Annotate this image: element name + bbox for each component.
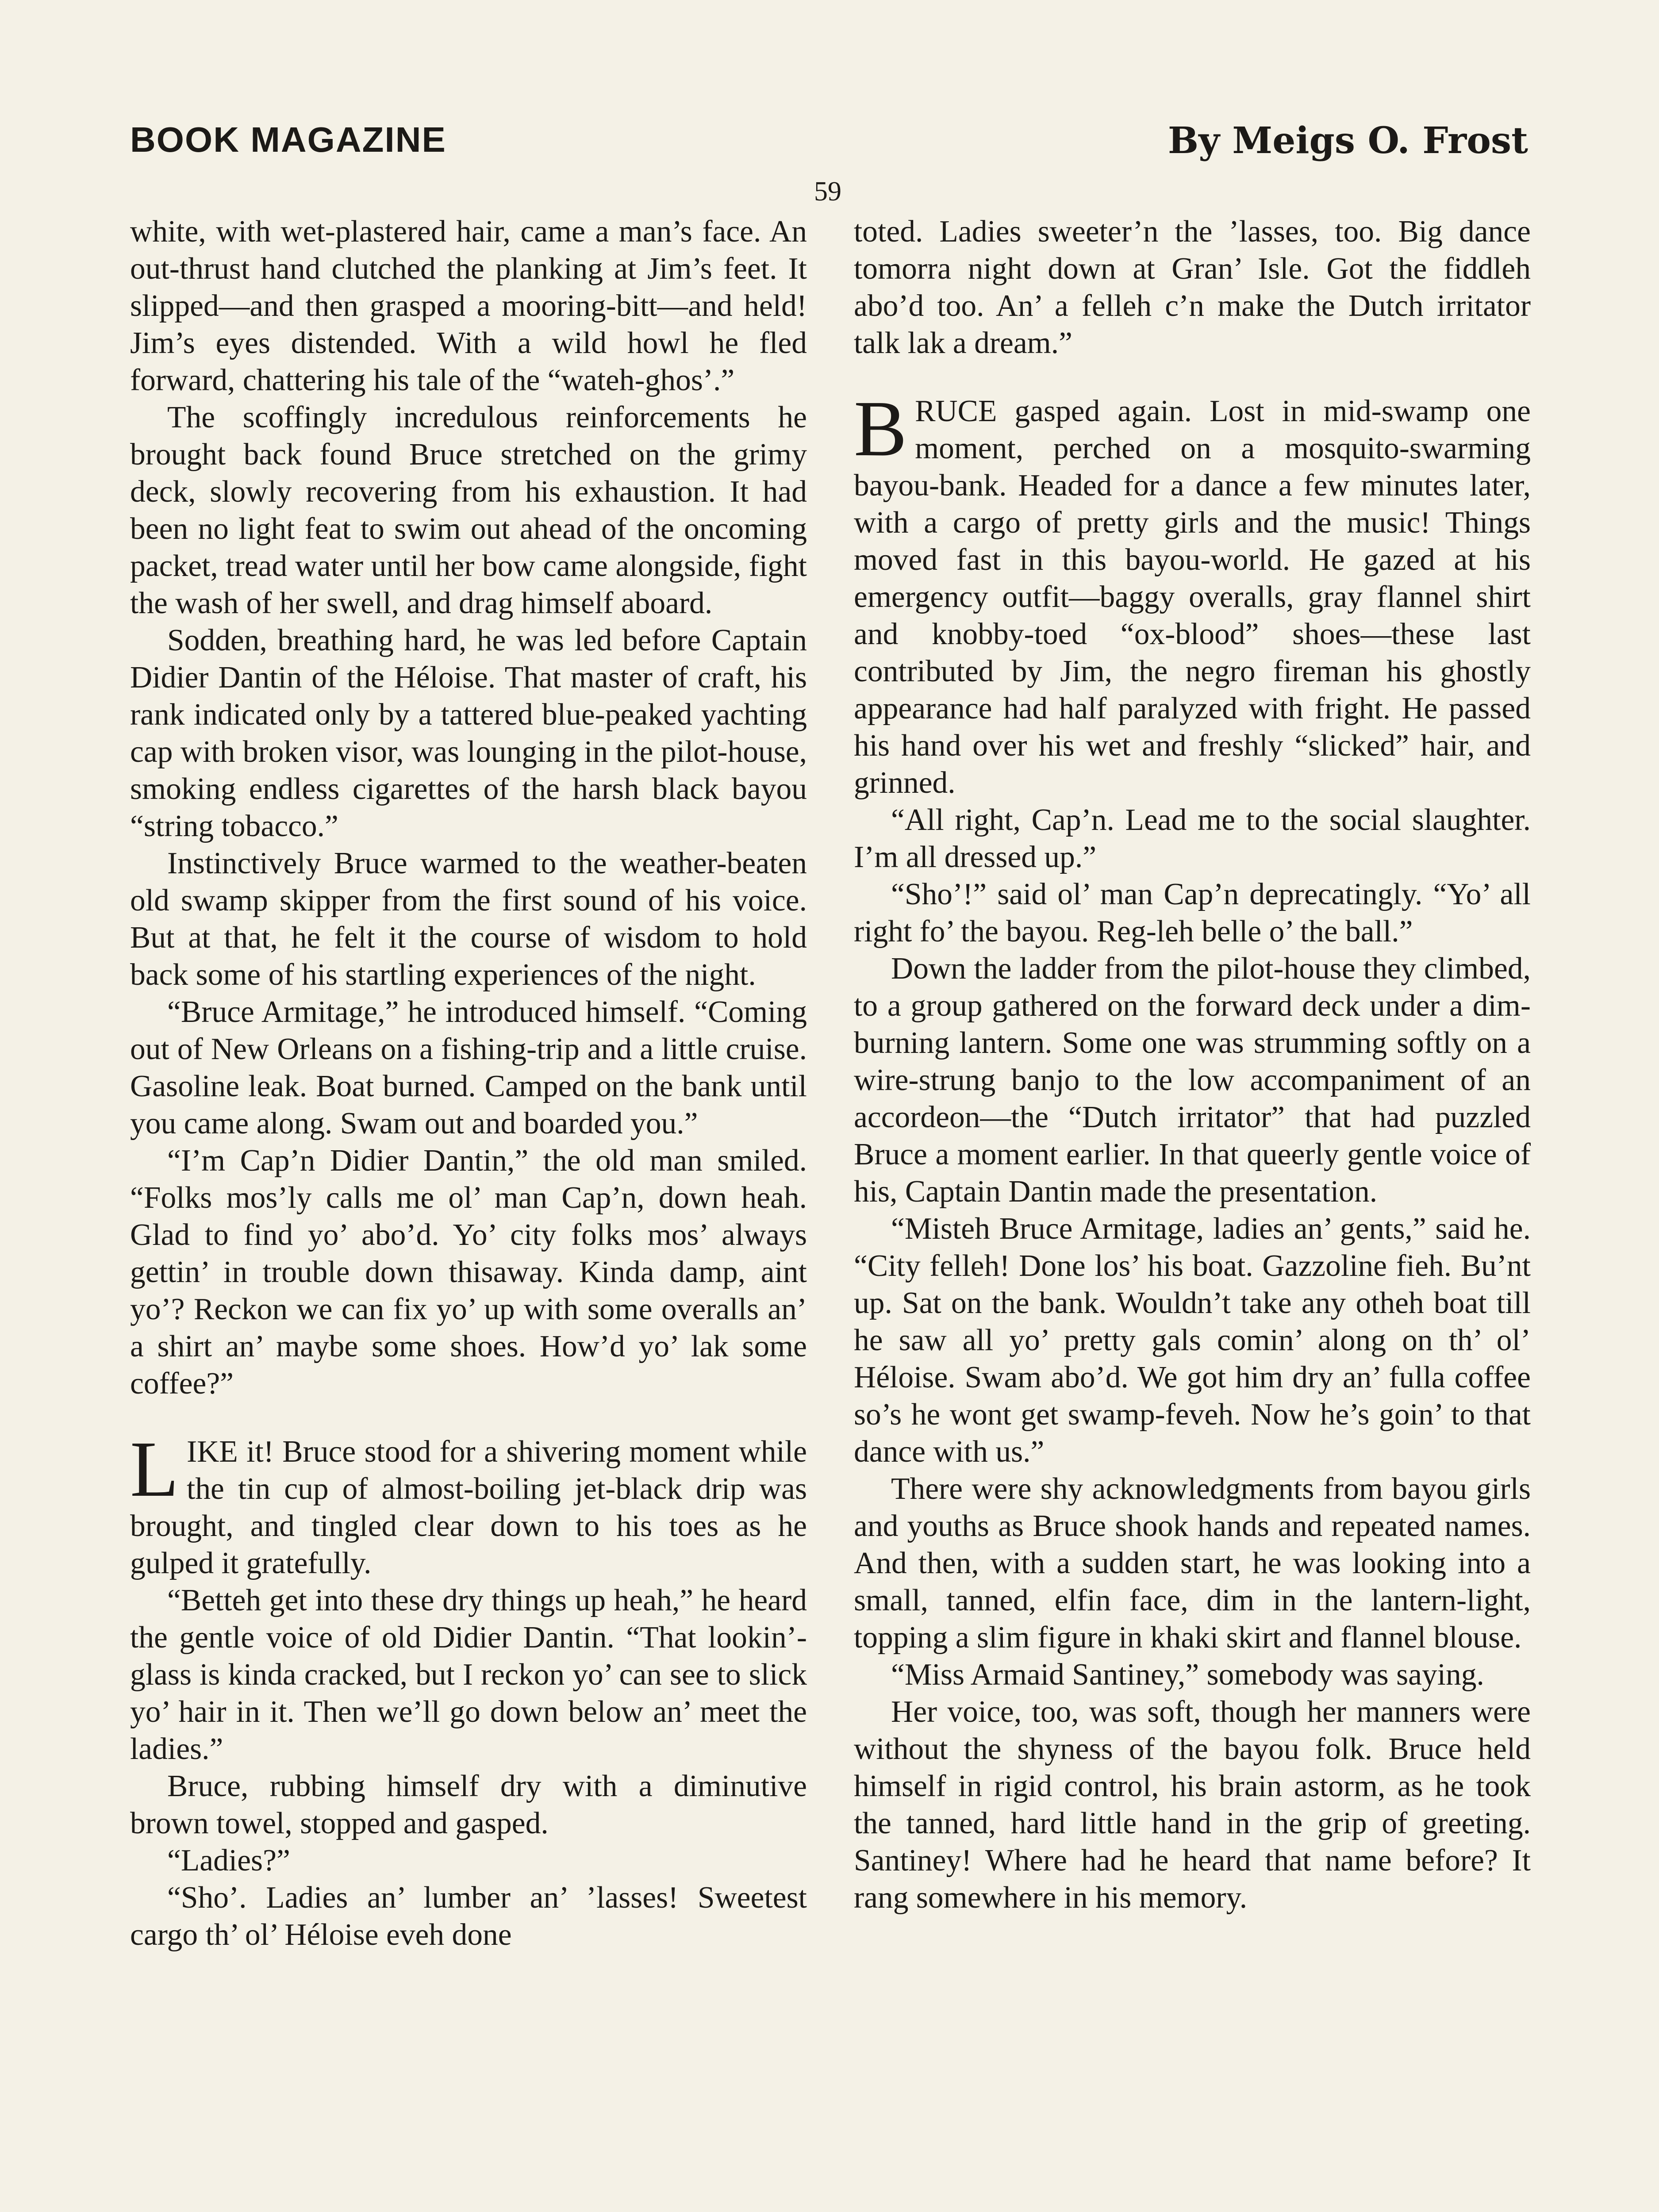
paragraph: “Sho’!” said ol’ man Cap’n deprecatingly. “Yo’ all right fo’ the bayou. Reg-leh belle o’ the ball.”	[854, 877, 1531, 949]
paragraph: Sodden, breathing hard, he was led before Captain Didier Dantin of the Héloise. That master of craft, his rank indicated only by a tattered blue-peaked yachting cap with broken visor, was lounging in the pilot-house, smoking endless cigarettes of the harsh black bayou “string tobacco.”	[130, 623, 807, 843]
section-opening-paragraph	[130, 1425, 807, 1582]
magazine-title: BOOK MAGAZINE	[130, 120, 446, 159]
paragraph: The scoffingly incredulous reinforcements he brought back found Bruce stretched on the grimy deck, slowly recovering from his exhaustion. It had been no light feat to swim out ahead of the oncoming packet, tread water until her bow came alongside, fight the wash of her swell, and drag himself aboard.	[130, 400, 807, 620]
paragraph-text: IKE it! Bruce stood for a shivering moment while the tin cup of almost-boiling jet-black drip was brought, and tingled clear down to his toes as he gulped it gratefully.	[130, 1435, 807, 1580]
author-byline: By Meigs O. Frost	[1167, 119, 1528, 162]
running-header	[130, 119, 1528, 173]
paragraph: toted. Ladies sweeter’n the ’lasses, too. Big dance tomorra night down at Gran’ Isle. Got the fiddleh abo’d too. An’ a felleh c’n make the Dutch irritator talk lak a dream.”	[854, 215, 1531, 360]
paragraph-text: RUCE gasped again. Lost in mid-swamp one moment, perched on a mosquito-swarming bayou-bank. Headed for a dance a few minutes later, with a cargo of pretty girls and the music! Things moved fast in this bayou-world. He gazed at his emergency outfit—baggy overalls, gray flannel shirt and knobby-toed “ox-blood” shoes—these last contributed by Jim, the negro fireman his ghostly appearance had half paralyzed with fright. He passed his hand over his wet and freshly “slicked” hair, and grinned.	[854, 394, 1531, 800]
section-opening-paragraph	[854, 384, 1531, 802]
paragraph: Down the ladder from the pilot-house they climbed, to a group gathered on the forward deck under a dim-burning lantern. Some one was strumming softly on a wire-strung banjo to the low accompaniment of an accordeon—the “Dutch irritator” that had puzzled Bruce a moment earlier. In that queerly gentle voice of his, Captain Dantin made the presentation.	[854, 952, 1531, 1209]
paragraph: “Bruce Armitage,” he introduced himself. “Coming out of New Orleans on a fishing-trip and a little cruise. Gasoline leak. Boat burned. Camped on the bank until you came along. Swam out and boarded you.”	[130, 995, 807, 1141]
page-number: 59	[814, 177, 841, 207]
paragraph: “Miss Armaid Santiney,” somebody was saying.	[891, 1658, 1484, 1692]
text-column-left	[130, 213, 807, 1954]
paragraph: “All right, Cap’n. Lead me to the social slaughter. I’m all dressed up.”	[854, 803, 1531, 874]
paragraph: “Sho’. Ladies an’ lumber an’ ’lasses! Sweetest cargo th’ ol’ Héloise eveh done	[130, 1881, 807, 1952]
paragraph: Instinctively Bruce warmed to the weather-beaten old swamp skipper from the first sound of his voice. But at that, he felt it the course of wisdom to hold back some of his startling experiences of the night.	[130, 846, 807, 992]
paragraph: Bruce, rubbing himself dry with a diminutive brown towel, stopped and gasped.	[130, 1769, 807, 1840]
paragraph: “Misteh Bruce Armitage, ladies an’ gents,” said he. “City felleh! Done los’ his boat. Gazzoline fieh. Bu’nt up. Sat on the bank. Wouldn’t take any otheh boat till he saw all yo’ pretty gals comin’ along on th’ ol’ Héloise. Swam abo’d. We got him dry an’ fulla coffee so’s he wont get swamp-feveh. Now he’s goin’ to that dance with us.”	[854, 1212, 1531, 1469]
paragraph: “Betteh get into these dry things up heah,” he heard the gentle voice of old Didier Dantin. “That lookin’-glass is kinda cracked, but I reckon yo’ can see to slick yo’ hair in it. Then we’ll go down below an’ meet the ladies.”	[130, 1583, 807, 1766]
drop-cap: B	[854, 384, 907, 472]
paragraph: Her voice, too, was soft, though her manners were without the shyness of the bayou folk. Bruce held himself in rigid control, his brain astorm, as he took the tanned, hard little hand in the grip of greeting. Santiney! Where had he heard that name before? It rang somewhere in his memory.	[854, 1695, 1531, 1915]
drop-cap: L	[130, 1425, 179, 1513]
text-column-right	[854, 213, 1531, 1916]
paragraph: “Ladies?”	[167, 1843, 290, 1878]
paragraph: white, with wet-plastered hair, came a man’s face. An out-thrust hand clutched the planking at Jim’s feet. It slipped—and then grasped a mooring-bitt—and held! Jim’s eyes distended. With a wild howl he fled forward, chattering his tale of the “wateh-ghos’.”	[130, 215, 807, 397]
paragraph: There were shy acknowledgments from bayou girls and youths as Bruce shook hands and repeated names. And then, with a sudden start, he was looking into a small, tanned, elfin face, dim in the lantern-light, topping a slim figure in khaki skirt and flannel blouse.	[854, 1472, 1531, 1655]
paragraph: “I’m Cap’n Didier Dantin,” the old man smiled. “Folks mos’ly calls me ol’ man Cap’n, down heah. Glad to find yo’ abo’d. Yo’ city folks mos’ always gettin’ in trouble down thisaway. Kinda damp, aint yo’? Reckon we can fix yo’ up with some overalls an’ a shirt an’ maybe some shoes. How’d yo’ lak some coffee?”	[130, 1144, 807, 1401]
